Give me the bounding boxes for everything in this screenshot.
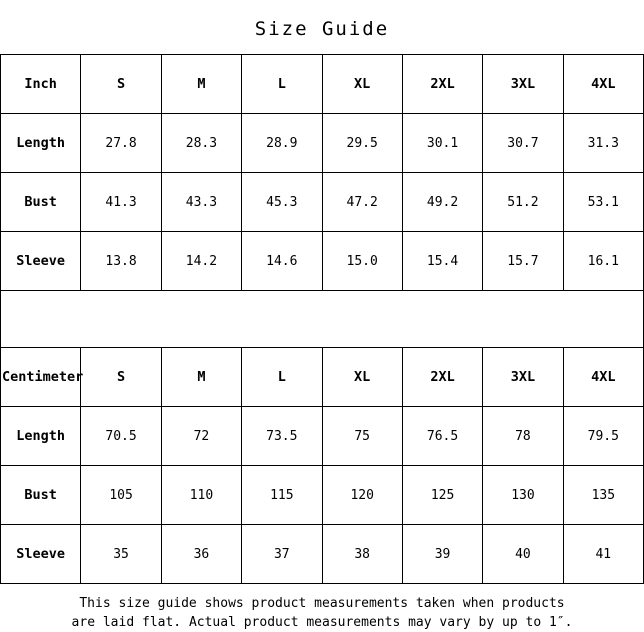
row-label-length: Length (1, 114, 81, 173)
cell-length-2xl: 30.1 (402, 114, 482, 173)
cell-sleeve-s: 13.8 (81, 232, 161, 291)
column-header-s: S (81, 55, 161, 114)
column-header-l: L (242, 55, 322, 114)
column-header-m: M (161, 55, 241, 114)
column-header-xl: XL (322, 348, 402, 407)
cell-length-l: 73.5 (242, 407, 322, 466)
cell-length-m: 28.3 (161, 114, 241, 173)
cell-bust-2xl: 125 (402, 466, 482, 525)
cell-length-3xl: 78 (483, 407, 563, 466)
table-separator (0, 291, 644, 347)
cell-sleeve-2xl: 15.4 (402, 232, 482, 291)
cell-sleeve-l: 37 (242, 525, 322, 584)
column-header-m: M (161, 348, 241, 407)
column-header-l: L (242, 348, 322, 407)
row-label-bust: Bust (1, 173, 81, 232)
page-title: Size Guide (254, 18, 390, 40)
table-row (1, 173, 644, 232)
cell-length-s: 27.8 (81, 114, 161, 173)
row-label-sleeve: Sleeve (1, 232, 81, 291)
cell-bust-xl: 47.2 (322, 173, 402, 232)
cell-sleeve-m: 36 (161, 525, 241, 584)
column-header-3xl: 3XL (483, 348, 563, 407)
column-header-2xl: 2XL (402, 55, 482, 114)
footnote (0, 584, 644, 632)
cell-length-s: 70.5 (81, 407, 161, 466)
table-header-row (1, 55, 644, 114)
table-row (1, 114, 644, 173)
cell-bust-l: 45.3 (242, 173, 322, 232)
cell-length-m: 72 (161, 407, 241, 466)
cell-bust-xl: 120 (322, 466, 402, 525)
cell-length-l: 28.9 (242, 114, 322, 173)
cell-sleeve-xl: 15.0 (322, 232, 402, 291)
cell-sleeve-s: 35 (81, 525, 161, 584)
table-row (1, 525, 644, 584)
cell-bust-m: 110 (161, 466, 241, 525)
table-row (1, 407, 644, 466)
cell-bust-s: 41.3 (81, 173, 161, 232)
cell-sleeve-4xl: 16.1 (563, 232, 643, 291)
table-row (1, 466, 644, 525)
cell-sleeve-xl: 38 (322, 525, 402, 584)
cell-bust-3xl: 130 (483, 466, 563, 525)
centimeter-size-table (0, 347, 644, 584)
cell-length-xl: 75 (322, 407, 402, 466)
inch-size-table (0, 54, 644, 291)
cell-bust-4xl: 53.1 (563, 173, 643, 232)
table-row (1, 232, 644, 291)
row-label-sleeve: Sleeve (1, 525, 81, 584)
cell-length-4xl: 79.5 (563, 407, 643, 466)
cell-bust-3xl: 51.2 (483, 173, 563, 232)
cell-sleeve-3xl: 15.7 (483, 232, 563, 291)
footnote-line-1: This size guide shows product measurements taken when products (79, 596, 565, 611)
cell-bust-4xl: 135 (563, 466, 643, 525)
column-header-3xl: 3XL (483, 55, 563, 114)
cell-bust-s: 105 (81, 466, 161, 525)
cell-length-3xl: 30.7 (483, 114, 563, 173)
column-header-4xl: 4XL (563, 348, 643, 407)
cell-length-xl: 29.5 (322, 114, 402, 173)
row-label-length: Length (1, 407, 81, 466)
cell-length-2xl: 76.5 (402, 407, 482, 466)
cell-sleeve-3xl: 40 (483, 525, 563, 584)
column-header-xl: XL (322, 55, 402, 114)
cell-bust-2xl: 49.2 (402, 173, 482, 232)
cell-bust-m: 43.3 (161, 173, 241, 232)
cell-length-4xl: 31.3 (563, 114, 643, 173)
column-header-2xl: 2XL (402, 348, 482, 407)
cell-bust-l: 115 (242, 466, 322, 525)
table-header-row (1, 348, 644, 407)
unit-label-centimeter: Centimeter (1, 348, 81, 407)
cell-sleeve-m: 14.2 (161, 232, 241, 291)
column-header-4xl: 4XL (563, 55, 643, 114)
unit-label-inch: Inch (1, 55, 81, 114)
cell-sleeve-2xl: 39 (402, 525, 482, 584)
column-header-s: S (81, 348, 161, 407)
cell-sleeve-4xl: 41 (563, 525, 643, 584)
footnote-line-2: are laid flat. Actual product measurements may vary by up to 1″. (71, 615, 573, 630)
row-label-bust: Bust (1, 466, 81, 525)
cell-sleeve-l: 14.6 (242, 232, 322, 291)
